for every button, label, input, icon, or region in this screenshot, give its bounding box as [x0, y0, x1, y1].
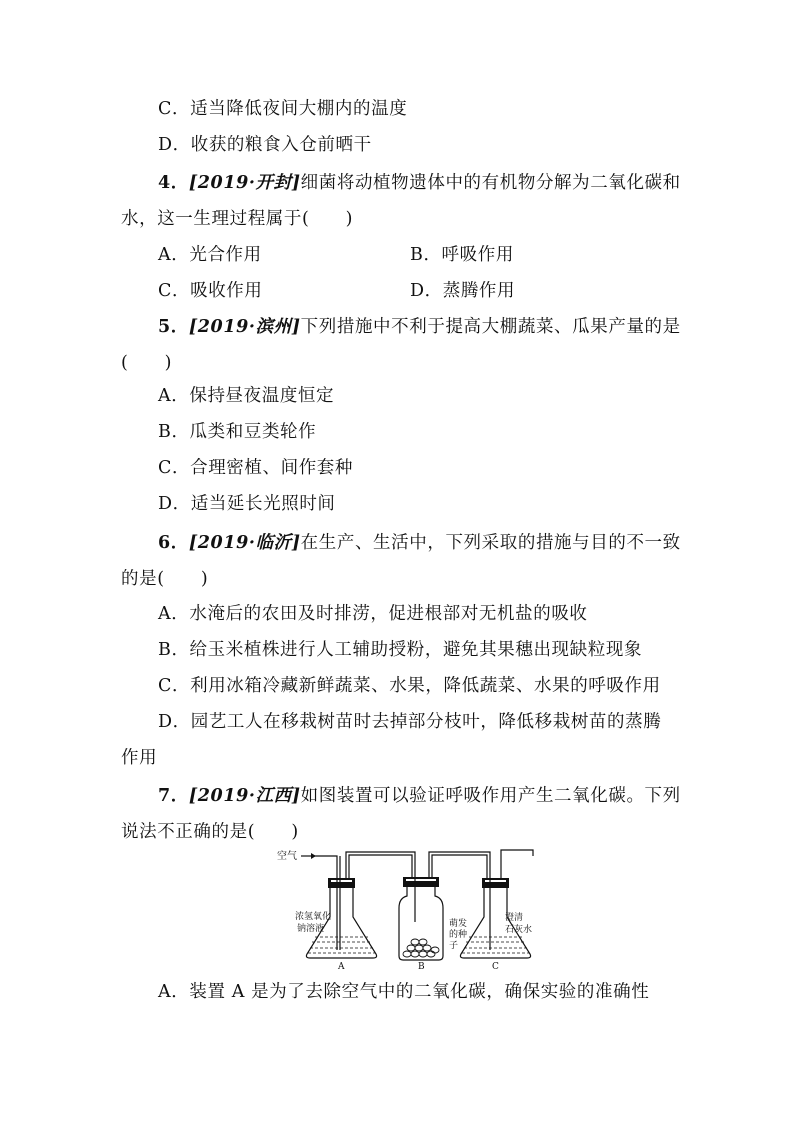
flask-a	[295, 852, 415, 972]
question-6-option-b: B．给玉米植株进行人工辅助授粉，避免其果穗出现缺粒现象	[158, 640, 643, 660]
flask-c	[460, 850, 533, 972]
question-6-option-c: C．利用冰箱冷藏新鲜蔬菜、水果，降低蔬菜、水果的呼吸作用	[158, 676, 661, 696]
question-5-stem-cont: ( )	[121, 353, 173, 373]
naoh-label-1: 浓氢氧化	[295, 912, 332, 922]
question-source: [2019·滨州]	[188, 317, 301, 337]
question-6-stem-cont: 的是( )	[121, 569, 209, 589]
question-text: 如图装置可以验证呼吸作用产生二氧化碳。下列	[300, 786, 681, 806]
bottle-b	[399, 852, 490, 972]
flask-c-label: C	[492, 962, 499, 972]
question-text: 在生产、生活中，下列采取的措施与目的不一致	[300, 533, 681, 553]
question-source: [2019·临沂]	[188, 533, 301, 553]
flask-a-label: A	[338, 962, 345, 972]
question-5-option-d: D．适当延长光照时间	[158, 494, 336, 514]
question-4-stem	[158, 171, 681, 195]
question-6-option-d-cont: 作用	[121, 748, 158, 768]
apparatus-diagram	[275, 842, 535, 972]
question-4-option-c: C．吸收作用	[158, 281, 263, 301]
question-number: 6．	[158, 533, 189, 553]
question-4-option-a: A．光合作用	[158, 245, 262, 265]
question-text: 下列措施中不利于提高大棚蔬菜、瓜果产量的是	[300, 317, 681, 337]
bottle-b-label: B	[418, 962, 425, 972]
question-6-option-d: D．园艺工人在移栽树苗时去掉部分枝叶，降低移栽树苗的蒸腾	[158, 712, 662, 732]
question-4-option-d: D．蒸腾作用	[410, 281, 516, 301]
prev-option-c: C．适当降低夜间大棚内的温度	[158, 99, 408, 119]
question-number: 5．	[158, 317, 189, 337]
question-4-option-b: B．呼吸作用	[410, 245, 514, 265]
prev-option-d: D．收获的粮食入仓前晒干	[158, 135, 372, 155]
question-4-stem-cont: 水，这一生理过程属于( )	[121, 209, 354, 229]
question-6-stem	[158, 531, 681, 555]
question-source: [2019·开封]	[188, 173, 301, 193]
seeds-icon	[403, 939, 439, 957]
seed-label-2: 的种	[449, 930, 468, 940]
question-6-option-a: A．水淹后的农田及时排涝，促进根部对无机盐的吸收	[158, 604, 588, 624]
question-number: 4．	[158, 173, 189, 193]
question-5-stem	[158, 315, 681, 339]
seed-label-1: 萌发	[449, 919, 468, 929]
question-5-option-a: A．保持昼夜温度恒定	[158, 386, 335, 406]
question-number: 7．	[158, 786, 189, 806]
seed-label-3: 子	[449, 941, 459, 951]
naoh-label-2: 钠溶液	[297, 924, 325, 934]
limewater-label-1: 澄清	[505, 913, 524, 923]
question-5-option-b: B．瓜类和豆类轮作	[158, 422, 317, 442]
question-text: 细菌将动植物遗体中的有机物分解为二氧化碳和	[300, 173, 681, 193]
air-label: 空气	[277, 851, 297, 862]
question-source: [2019·江西]	[188, 786, 301, 806]
limewater-label-2: 石灰水	[505, 925, 533, 935]
question-7-stem	[158, 784, 681, 808]
question-5-option-c: C．合理密植、间作套种	[158, 458, 353, 478]
question-7-stem-cont: 说法不正确的是( )	[121, 822, 299, 842]
question-7-option-a: A．装置 A 是为了去除空气中的二氧化碳，确保实验的准确性	[158, 982, 650, 1002]
